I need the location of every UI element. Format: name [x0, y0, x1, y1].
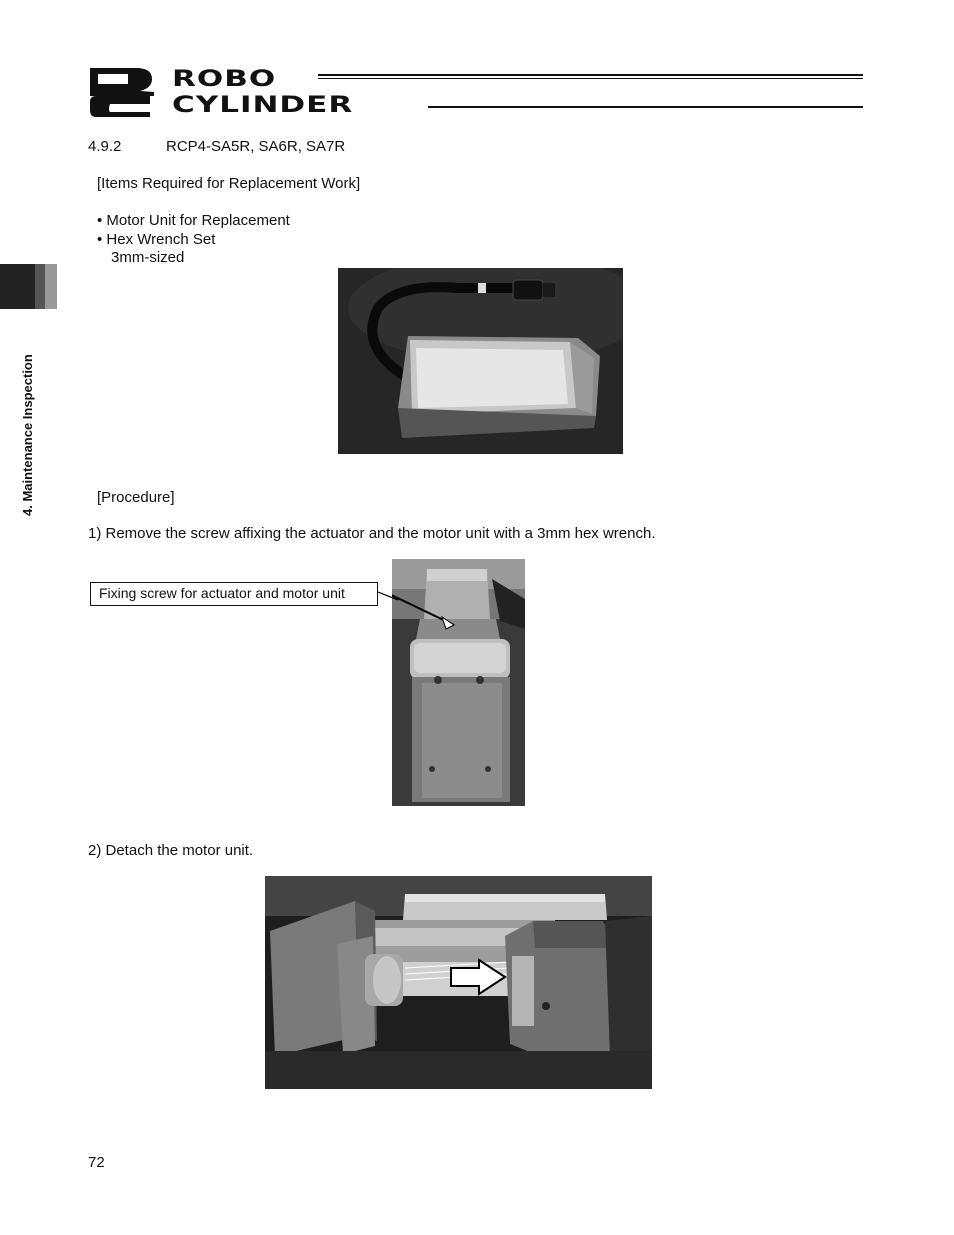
rc-logo-icon [88, 66, 158, 118]
chapter-tab-marker [0, 264, 35, 309]
chapter-tab-marker-mid [35, 264, 45, 309]
bullet-text: Hex Wrench Set [106, 231, 216, 248]
actuator-motor-photo [392, 559, 525, 806]
hex-wrench-size-note: 3mm-sized [111, 249, 185, 266]
header-rule-top-1 [318, 74, 863, 76]
chapter-tab-marker-light [45, 264, 57, 309]
header-rule-top-2 [318, 78, 863, 79]
fixing-screw-callout: Fixing screw for actuator and motor unit [90, 582, 378, 606]
page-number: 72 [88, 1154, 105, 1171]
detach-motor-photo [265, 876, 652, 1089]
logo-cylinder-text: CYLINDER [172, 91, 354, 118]
bullet-hex-wrench: • Hex Wrench Set [97, 231, 216, 248]
bullet-text: Motor Unit for Replacement [106, 212, 290, 229]
chapter-side-label: 4. Maintenance Inspection [20, 354, 35, 516]
items-required-heading: [Items Required for Replacement Work] [97, 175, 361, 192]
section-number: 4.9.2 [88, 138, 122, 155]
procedure-step-1: 1) Remove the screw affixing the actuator and the motor unit with a 3mm hex wrench. [88, 525, 656, 542]
procedure-heading: [Procedure] [97, 489, 175, 506]
section-title: RCP4-SA5R, SA6R, SA7R [166, 138, 346, 155]
callout-leader-line [378, 588, 398, 602]
bullet-motor-unit: • Motor Unit for Replacement [97, 212, 290, 229]
motor-unit-photo [338, 268, 623, 454]
procedure-step-2: 2) Detach the motor unit. [88, 842, 254, 859]
logo-robo-text: ROBO [172, 65, 277, 92]
header-rule-bottom [428, 106, 863, 108]
